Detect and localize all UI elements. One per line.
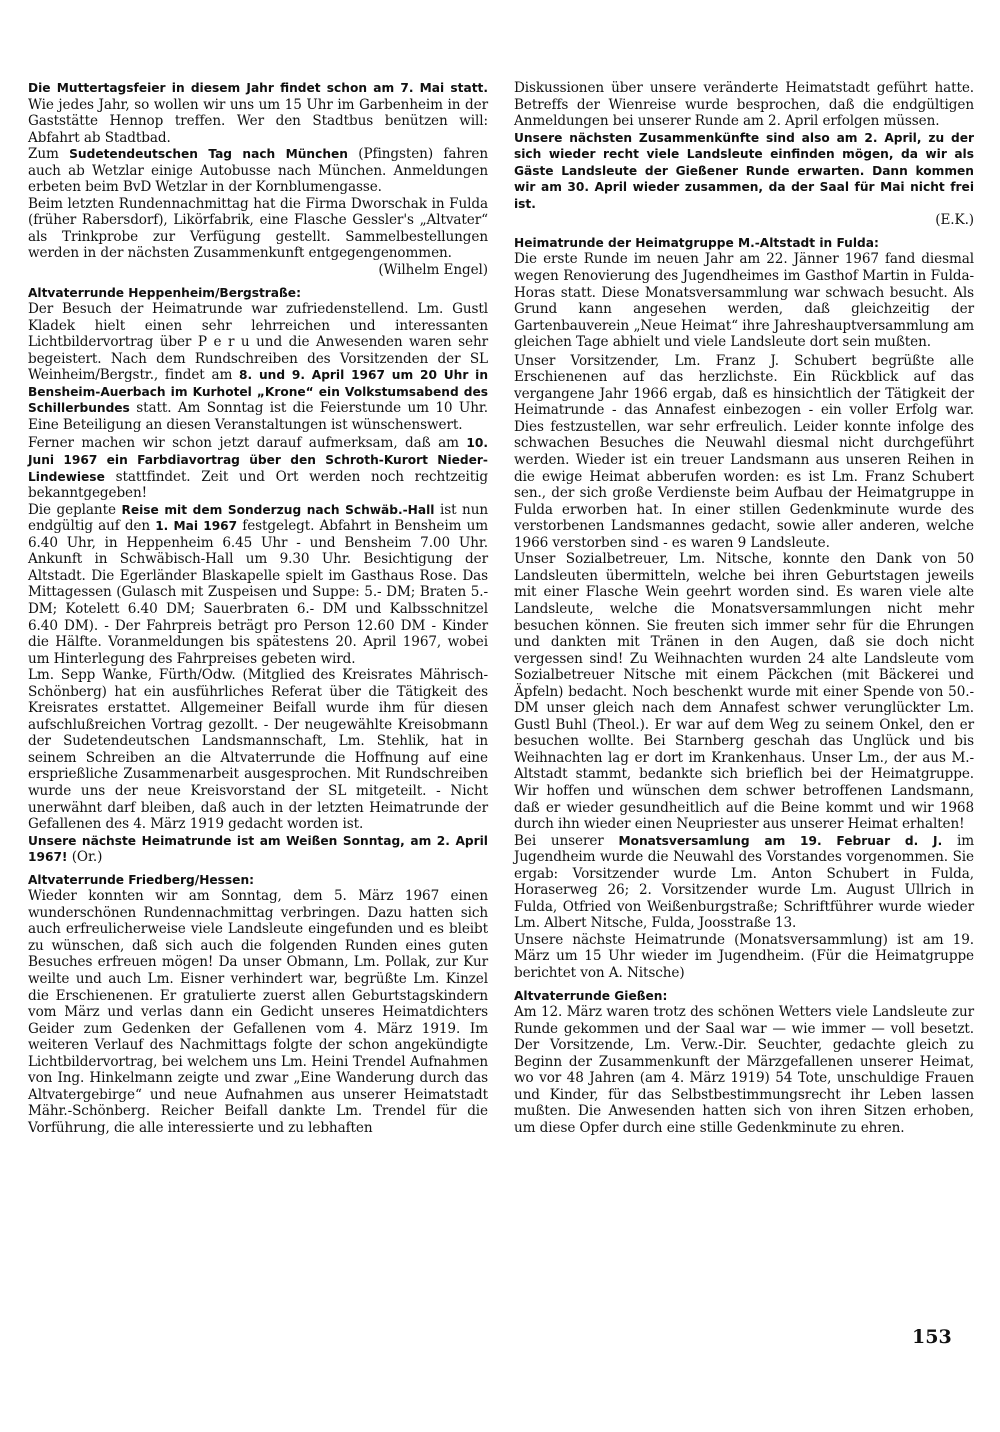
- section-heading-friedberg: Altvaterrunde Friedberg/Hessen:: [28, 872, 254, 887]
- article-fulda-2: Unser Vorsitzender, Lm. Franz J. Schubert begrüßte alle Erschienenen auf das herzlichste. Ein Rückblick auf das vergangene Jahr 1966 ergab, daß es hinsichtlich der Tätigkeit der Heimatrunde - das Annafest einbezogen - ein voller Erfolg war. Dies festzustellen, war sehr erfreulich. Leider konnte infolge des schwachen Besuches die Neuwahl diesmal nicht durchgeführt werden. Wieder ist ein treuer Landsmann aus unseren Reihen in die ewige Heimat abberufen worden: es ist Lm. Franz Schubert sen., der sich große Verdienste beim Aufbau der Heimatgruppe in Fulda erworben hat. In einer stillen Gedenkminute wurde des verstorbenen Landsmannes gedacht, sowie aller anderen, welche 1966 verstorben sind - es waren 9 Landsleute.: [514, 352, 974, 551]
- newsletter-page: [28, 80, 980, 1400]
- page-number: 153: [912, 1326, 952, 1348]
- article-fulda-3: Unser Sozialbetreuer, Lm. Nitsche, konnte den Dank von 50 Landsleuten übermitteln, welche bei ihren Geburtstagen jeweils mit einer Flasche Wein geehrt worden sind. Es waren viele alte Landsleute, welche die Monatsversammlungen nicht mehr besuchen können. Sie freuten sich immer sehr für die Ehrungen und dankten mit Tränen in den Augen, daß sie doch nicht vergessen sind! Zu Weihnachten wurden 24 alte Landsleute vom Sozialbetreuer Nitsche mit einem Päckchen (mit Bäckerei und Äpfeln) bedacht. Noch beschenkt wurde mit einer Spende von 50.- DM unser gleich nach dem Annafest schwer verunglückter Lm. Gustl Buhl (Theol.). Er war auf dem Weg zu seinem Onkel, den er besuchen wollte. Bei Starnberg geschah das Unglück und bis Weihnachten lag er dort im Krankenhaus. Unser Lm., der aus M.-Altstadt stammt, bedankte sich brieflich bei der Heimatgruppe. Wir hoffen und wünschen dem schwer betroffenen Landsmann, daß er wieder gesundheitlich auf die Beine kommt und wir 1968 durch ihn wieder einen Neupriester aus unserer Heimat erhalten!: [514, 551, 974, 833]
- section-heading-heppenheim: Altvaterrunde Heppenheim/Bergstraße:: [28, 285, 301, 300]
- bold-announcement: Die Muttertagsfeier in diesem Jahr findet schon am 7. Mai statt.: [28, 81, 488, 95]
- article-heppenheim-5: Unsere nächste Heimatrunde ist am Weißen Sonntag, am 2. April 1967! (Or.): [28, 833, 488, 866]
- article-heppenheim-1: Der Besuch der Heimatrunde war zufriedenstellend. Lm. Gustl Kladek hielt einen sehr lehrreichen und interessanten Lichtbildervortrag über P e r u und die Anwesenden waren sehr begeistert. Nach dem Rundschreiben des Vorsitzenden der SL Weinheim/Bergstr., findet am 8. und 9. April 1967 um 20 Uhr in Bensheim-Auerbach im Kurhotel „Krone“ ein Volkstumsabend des Schillerbundes statt. Am Sonntag ist die Feierstunde um 10 Uhr. Eine Beteiligung an diesen Veranstaltungen ist wünschenswert.: [28, 301, 488, 433]
- section-heading-giessen: Altvaterrunde Gießen:: [514, 988, 668, 1003]
- right-column: [514, 80, 974, 1136]
- article-likoerfabrik: Beim letzten Rundennachmittag hat die Firma Dworschak in Fulda (früher Rabersdorf), Likörfabrik, eine Flasche Gessler's „Altvater“ als Trinkprobe zur Verfügung gestellt. Sammelbestellungen werden in der nächsten Zusammenkunft entgegengenommen. (Wilhelm Engel): [28, 195, 488, 279]
- signature: (E.K.): [935, 212, 974, 229]
- signature: (Wilhelm Engel): [378, 262, 488, 279]
- article-friedberg-cont: Diskussionen über unsere veränderte Heimatstadt geführt hatte. Betreffs der Wienreise wurde besprochen, daß die endgültigen Anmeldungen bei unserer Runde am 2. April erfolgen müssen.: [514, 80, 974, 130]
- article-giessen: Am 12. März waren trotz des schönen Wetters viele Landsleute zur Runde gekommen und der Saal war — wie immer — voll besetzt. Der Vorsitzende, Lm. Verw.-Dir. Seuchter, gedachte gleich zu Beginn der Zusammenkunft der Märzgefallenen unserer Heimat, wo vor 48 Jahren (am 4. März 1919) 54 Tote, unschuldige Frauen und Kinder, für das Selbstbestimmungsrecht ihr Leben lassen mußten. Die Anwesenden hatten sich von ihren Sitzen erhoben, um diese Opfer durch eine stille Gedenkminute zu ehren.: [514, 1004, 974, 1136]
- article-heppenheim-4: Lm. Sepp Wanke, Fürth/Odw. (Mitglied des Kreisrates Mährisch-Schönberg) hat ein ausführliches Referat über die Tätigkeit des Kreisrates erstattet. Allgemeiner Beifall wurde ihm für diesen aufschlußreichen Vortrag gezollt. - Der neugewählte Kreisobmann der Sudetendeutschen Landsmannschaft, Lm. Stehlik, hat in seinem Schreiben an die Altvaterrunde die Hoffnung auf eine ersprießliche Zusammenarbeit ausgesprochen. Mit Rundschreiben wurde uns der neue Kreisvorstand der SL mitgeteilt. - Nicht unerwähnt darf bleiben, daß auch in der letzten Heimatrunde der Gefallenen des 4. März 1919 gedacht worden ist.: [28, 667, 488, 833]
- article-sudetendeutscher-tag: Zum Sudetendeutschen Tag nach München (Pfingsten) fahren auch ab Wetzlar einige Autobusse nach München. Anmeldungen erbeten beim BvD Wetzlar in der Kornblumengasse.: [28, 146, 488, 196]
- article-fulda-5: Unsere nächste Heimatrunde (Monatsversammlung) ist am 19. März um 15 Uhr wieder im Jugendheim. (Für die Heimatgruppe berichtet von A. Nitsche): [514, 931, 974, 981]
- article-friedberg: Wieder konnten wir am Sonntag, dem 5. März 1967 einen wunderschönen Rundennachmittag verbringen. Dazu hatten sich auch erfreulicherweise viele Landsleute eingefunden und es bleibt zu wünschen, daß sich auch die folgenden Runden eines guten Besuches erfreuen mögen! Da unser Obmann, Lm. Pollak, zur Kur weilte und auch Lm. Eisner verhindert war, begrüßte Lm. Kinzel die Erschienenen. Er gratulierte zuerst allen Geburtstagskindern vom März und verlas dann ein Gedicht unseres Heimatdichters Geider zum Gedenken der Gefallenen vom 4. März 1919. Im weiteren Verlauf des Nachmittags folgte der schon angekündigte Lichtbildervortrag, bei welchem uns Lm. Heini Trendel Aufnahmen von Ing. Hinkelmann zeigte und zwar „Eine Wanderung durch das Altvatergebirge“ und neue Aufnahmen aus unserer Heimatstadt Mähr.-Schönberg. Reicher Beifall dankte Lm. Trendel für die Vorführung, die alle interessierte und zu lebhaften: [28, 888, 488, 1136]
- article-heppenheim-2: Ferner machen wir schon jetzt darauf aufmerksam, daß am 10. Juni 1967 ein Farbdiavortrag über den Schroth-Kurort Nieder-Lindewiese stattfindet. Zeit und Ort werden noch rechtzeitig bekanntgegeben!: [28, 435, 488, 502]
- left-column: [28, 80, 488, 1136]
- article-fulda-1: Die erste Runde im neuen Jahr am 22. Jänner 1967 fand diesmal wegen Renovierung des Jugendheimes im Gasthof Martin in Fulda-Horas statt. Diese Monatsversammlung war schwach besucht. Als Grund kann angesehen werden, daß gleichzeitig der Gartenbauverein „Neue Heimat“ ihre Jahreshauptversammlung am gleichen Tage abhielt und viele Landsleute dort sein mußten.: [514, 251, 974, 351]
- article-heppenheim-3: Die geplante Reise mit dem Sonderzug nach Schwäb.-Hall ist nun endgültig auf den 1. Mai 1967 festgelegt. Abfahrt in Bensheim um 6.40 Uhr, in Heppenheim 6.45 Uhr - und Bensheim 7.00 Uhr. Ankunft in Schwäbisch-Hall um 9.30 Uhr. Besichtigung der Altstadt. Die Egerländer Blaskapelle spielt im Gasthaus Rose. Das Mittagessen (Gulasch mit Zuspeisen und Suppe: 5.- DM; Braten 5.- DM; Kotelett 6.40 DM; Sauerbraten 6.- DM und Kalbsschnitzel 6.40 DM). - Der Fahrpreis beträgt pro Person 12.60 DM - Kinder die Hälfte. Voranmeldungen bis spätestens 20. April 1967, wobei um Hinterlegung des Fahrpreises gebeten wird.: [28, 501, 489, 667]
- bold-event: Sudetendeutschen Tag nach München: [69, 147, 348, 162]
- article-friedberg-next: Unsere nächsten Zusammenkünfte sind also am 2. April, zu der sich wieder recht viele Landsleute einfinden mögen, da wir als Gäste Landsleute der Gießener Runde erwarten. Dann kommen wir am 30. April wieder zusammen, da der Saal für Mai nicht frei ist. (E.K.): [514, 130, 974, 229]
- article-fulda-4: Bei unserer Monatsversamlung am 19. Februar d. J. im Jugendheim wurde die Neuwahl des Vorstandes vorgenommen. Sie ergab: Vorsitzender wurde Lm. Anton Schubert in Fulda, Horaserweg 26; 2. Vorsitzender wurde Lm. August Ullrich in Fulda, Otfried von Weißenburgstraße; Schriftführer wurde wieder Lm. Albert Nitsche, Fulda, Joosstraße 13.: [514, 832, 975, 932]
- article-muttertag: Die Muttertagsfeier in diesem Jahr findet schon am 7. Mai statt. Wie jedes Jahr, so wollen wir uns um 15 Uhr im Garbenheim in der Gaststätte Hennop treffen. Wer den Stadtbus benützen will: Abfahrt ab Stadtbad.: [28, 81, 488, 146]
- section-heading-fulda: Heimatrunde der Heimatgruppe M.-Altstadt in Fulda:: [514, 235, 879, 250]
